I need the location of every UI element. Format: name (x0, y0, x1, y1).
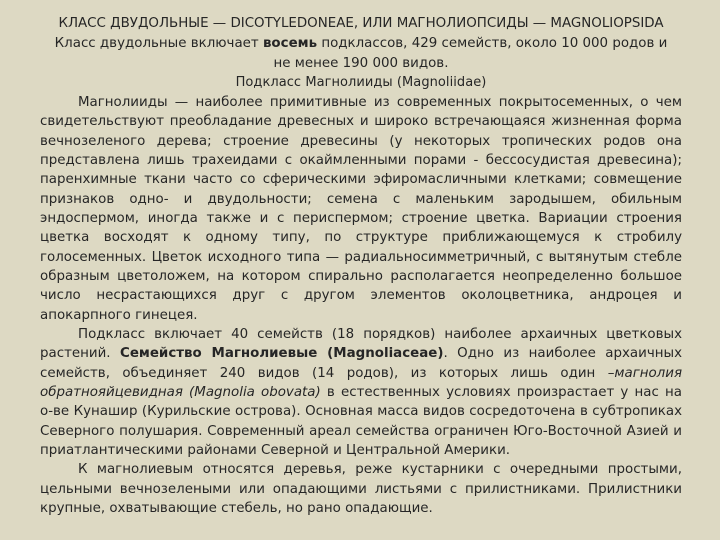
document-title: КЛАСС ДВУДОЛЬНЫЕ — DICOTYLEDONEAE, ИЛИ МАГНОЛИОПСИДЫ — MAGNOLIOPSIDA (58, 16, 664, 31)
intro-bold-word: восемь (262, 35, 318, 51)
paragraph2-text1: Подкласс включает 40 семейств (18 порядков) наиболее архаичных цветковых растений. (40, 327, 682, 362)
paragraph-magnoliids (40, 93, 682, 325)
subclass-heading: Подкласс Магнолииды (Magnoliidae) (235, 75, 487, 91)
intro-text-before: Класс двудольные включает (54, 35, 263, 51)
paragraph1-lead: Магнолииды (78, 94, 168, 110)
paragraph1-text: — наиболее примитивные из современных покрытосеменных, о чем свидетельствуют преобладание древесных и широко встречающаяся жизненная форма вечнозеленого дерева; строение древесины (у некоторых тропических родов она представлена лишь трахеидами с окаймленными порами - бессосудистая древесина); паренхимные ткани часто со сферическими эфиромасличными клетками; совмещение признаков одно- и двудольности; семена с маленьким зародышем, обильным эндоспермом, иногда также и с периспермом; строение цветка. Вариации строения цветка восходят к одному типу, по структуре приближающемуся к стробилу голосеменных. Цветок исходного типа — радиальносимметричный, с вытянутым стебле образным цветоложем, на котором спирально располагается неопределенно большое число несрастающихся друг с другом элементов околоцветника, андроцея и апокарпного гинецея. (40, 94, 682, 323)
intro-text-after: подклассов, 429 семейств, около 10 000 родов и не менее 190 000 видов. (273, 35, 668, 71)
paragraph-magnoliaceae (40, 325, 682, 460)
intro-paragraph (40, 34, 682, 74)
paragraph2-text2: . Одно из наиболее архаичных семейств, объединяет 240 видов (14 родов), из которых лишь один – (40, 346, 682, 381)
paragraph2-species-name: магнолия обратнояйцевидная (Magnolia obovata) (40, 365, 682, 401)
paragraph-morphology: К магнолиевым относятся деревья, реже кустарники с очередными простыми, цельными вечнозелеными или опадающими листьями с прилистниками. Прилистники крупные, охватывающие стебель, но рано опадающие. (40, 462, 682, 517)
paragraph2-family-name: Семейство Магнолиевые (Magnoliaceae) (120, 346, 444, 362)
paragraph2-text3: в естественных условиях произрастает у нас на о-ве Кунашир (Курильские острова). Основная масса видов сосредоточена в субтропиках Северного полушария. Современный ареал семейства ограничен Юго-Восточной Азией и приатлантическими районами Северной и Центральной Америки. (40, 385, 682, 459)
